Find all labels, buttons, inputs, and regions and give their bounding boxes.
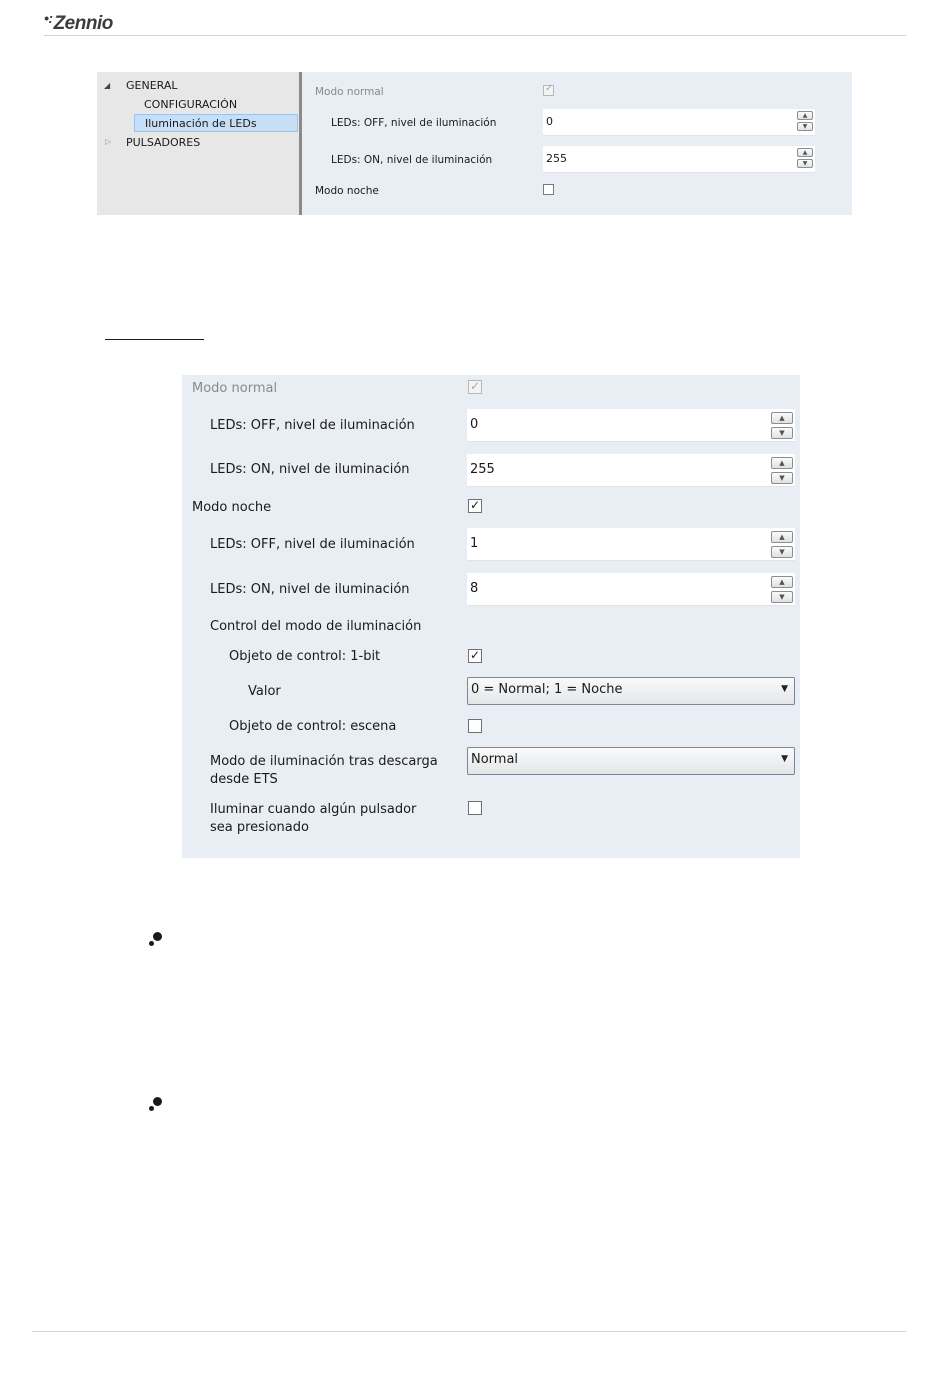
spin-down-icon[interactable]: ▼ — [771, 427, 793, 439]
check-icon: ✓ — [470, 648, 481, 662]
modo-descarga-label-line2: desde ETS — [210, 772, 278, 787]
modo-normal-checkbox — [543, 85, 554, 96]
normal-leds-off-spinner[interactable] — [467, 409, 795, 442]
leds-on-spinner[interactable] — [543, 146, 815, 173]
noche-leds-off-label: LEDs: OFF, nivel de iluminación — [210, 537, 415, 552]
spin-down-icon[interactable]: ▼ — [771, 591, 793, 603]
header-divider — [44, 35, 906, 36]
modo-normal-label: Modo normal — [315, 86, 384, 98]
spin-up-icon[interactable]: ▲ — [771, 412, 793, 424]
normal-leds-on-value[interactable]: 255 — [470, 462, 495, 477]
spin-down-icon[interactable]: ▼ — [797, 159, 813, 168]
logo-dots-icon: •: — [44, 10, 53, 26]
ets-screenshot-small — [97, 72, 852, 215]
check-icon: ✓ — [545, 83, 554, 94]
iluminar-checkbox[interactable] — [468, 801, 482, 815]
spin-down-icon[interactable]: ▼ — [797, 122, 813, 131]
footer-divider — [32, 1331, 906, 1332]
spin-down-icon[interactable]: ▼ — [771, 546, 793, 558]
spin-up-icon[interactable]: ▲ — [771, 457, 793, 469]
zennio-logo — [44, 10, 113, 35]
valor-select[interactable] — [467, 677, 795, 705]
bullet-icon — [149, 932, 161, 946]
objeto-escena-checkbox[interactable] — [468, 719, 482, 733]
section-heading-underline — [105, 339, 204, 340]
leds-off-value[interactable]: 0 — [546, 115, 553, 128]
expanded-arrow-icon[interactable]: ◢ — [104, 81, 111, 90]
spin-up-icon[interactable]: ▲ — [771, 576, 793, 588]
modo-normal-label: Modo normal — [192, 381, 278, 396]
leds-off-spinner[interactable] — [543, 109, 815, 136]
logo-text: Zennio — [53, 13, 113, 34]
modo-descarga-select[interactable] — [467, 747, 795, 775]
control-modo-label: Control del modo de iluminación — [210, 619, 422, 634]
tree-item-general[interactable]: GENERAL — [126, 79, 178, 92]
check-icon: ✓ — [470, 498, 481, 512]
modo-descarga-selected: Normal — [471, 752, 519, 767]
chevron-down-icon: ▼ — [781, 684, 788, 694]
objeto-1bit-checkbox[interactable] — [468, 649, 482, 663]
modo-noche-checkbox[interactable] — [543, 184, 554, 195]
valor-label: Valor — [248, 684, 281, 699]
ets-screenshot-large — [182, 375, 800, 858]
noche-leds-off-spinner[interactable] — [467, 528, 795, 561]
collapsed-arrow-icon[interactable]: ▷ — [105, 137, 112, 146]
modo-noche-label: Modo noche — [315, 185, 379, 197]
leds-off-label: LEDs: OFF, nivel de iluminación — [331, 117, 497, 129]
normal-leds-on-spinner[interactable] — [467, 454, 795, 487]
spin-up-icon[interactable]: ▲ — [797, 148, 813, 157]
normal-leds-on-label: LEDs: ON, nivel de iluminación — [210, 462, 410, 477]
check-icon: ✓ — [470, 379, 481, 393]
iluminar-label-line1: Iluminar cuando algún pulsador — [210, 802, 417, 817]
tree-splitter[interactable] — [299, 72, 302, 215]
modo-normal-checkbox — [468, 380, 482, 394]
modo-descarga-label-line1: Modo de iluminación tras descarga — [210, 754, 438, 769]
spin-up-icon[interactable]: ▲ — [797, 111, 813, 120]
noche-leds-on-spinner[interactable] — [467, 573, 795, 606]
noche-leds-on-label: LEDs: ON, nivel de iluminación — [210, 582, 410, 597]
iluminar-label-line2: sea presionado — [210, 820, 309, 835]
spin-down-icon[interactable]: ▼ — [771, 472, 793, 484]
chevron-down-icon: ▼ — [781, 754, 788, 764]
objeto-1bit-label: Objeto de control: 1-bit — [229, 649, 381, 664]
noche-leds-on-value[interactable]: 8 — [470, 581, 479, 596]
tree-item-iluminacion-leds[interactable]: Iluminación de LEDs — [145, 117, 257, 130]
bullet-icon — [149, 1097, 161, 1111]
spin-up-icon[interactable]: ▲ — [771, 531, 793, 543]
modo-noche-label: Modo noche — [192, 500, 272, 515]
tree-item-configuracion[interactable]: CONFIGURACIÓN — [144, 98, 238, 111]
parameter-tree — [97, 72, 299, 215]
modo-noche-checkbox[interactable] — [468, 499, 482, 513]
noche-leds-off-value[interactable]: 1 — [470, 536, 479, 551]
objeto-escena-label: Objeto de control: escena — [229, 719, 397, 734]
normal-leds-off-label: LEDs: OFF, nivel de iluminación — [210, 418, 415, 433]
leds-on-value[interactable]: 255 — [546, 152, 567, 165]
tree-item-pulsadores[interactable]: PULSADORES — [126, 136, 201, 149]
valor-selected: 0 = Normal; 1 = Noche — [471, 682, 623, 697]
leds-on-label: LEDs: ON, nivel de iluminación — [331, 154, 493, 166]
normal-leds-off-value[interactable]: 0 — [470, 417, 479, 432]
